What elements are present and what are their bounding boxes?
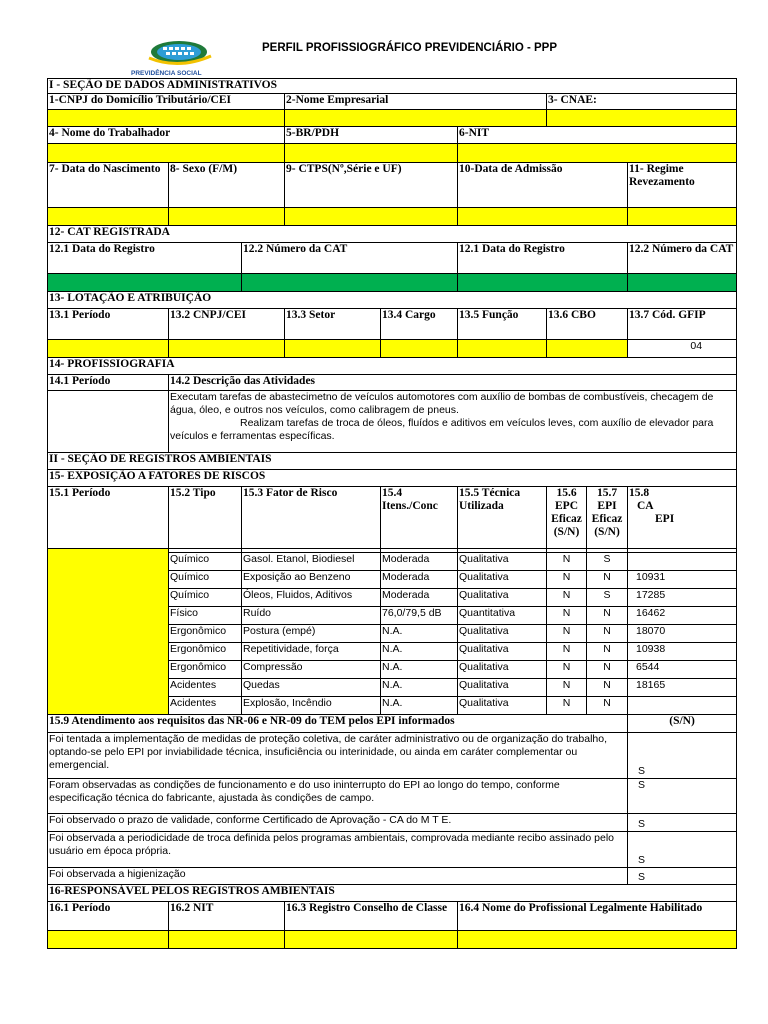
lotacao-gfip-value[interactable]: 04 xyxy=(628,340,737,358)
field-br-pdh-input[interactable] xyxy=(285,144,458,163)
field-regime-label: 11- Regime Revezamento xyxy=(628,163,737,208)
exposicao-fator-label: 15.3 Fator de Risco xyxy=(242,487,381,549)
lotacao-cnpj-input[interactable] xyxy=(169,340,285,358)
field-nome-empresarial-input[interactable] xyxy=(285,110,547,127)
field-admissao-label: 10-Data de Admissão xyxy=(458,163,628,208)
risk-row: Químico Exposição ao Benzeno Moderada Qualitativa N N 10931 xyxy=(48,571,737,589)
responsavel-conselho-input[interactable] xyxy=(285,931,458,949)
exposicao-ca-label: 15.8 CA EPI xyxy=(628,487,737,549)
document-title: PERFIL PROFISSIOGRÁFICO PREVIDENCIÁRIO - PPP xyxy=(262,42,557,54)
exposicao-epc-label: 15.6 EPC Eficaz (S/N) xyxy=(547,487,587,549)
field-cnpj-input[interactable] xyxy=(48,110,285,127)
requisito-value[interactable]: S xyxy=(628,814,737,832)
requisito-row: Foi observado o prazo de validade, conforme Certificado de Aprovação - CA do M T E. S xyxy=(48,814,737,832)
field-nascimento-label: 7- Data do Nascimento xyxy=(48,163,169,208)
requisito-value[interactable]: S xyxy=(628,832,737,868)
requisito-value[interactable]: S xyxy=(628,779,737,814)
responsavel-title: 16-RESPONSÁVEL PELOS REGISTROS AMBIENTAIS xyxy=(48,885,737,902)
risk-row: Ergonômico Repetitividade, força N.A. Qualitativa N N 10938 xyxy=(48,643,737,661)
cat-data-registro-input[interactable] xyxy=(48,274,242,292)
field-cnpj-label: 1-CNPJ do Domicílio Tributário/CEI xyxy=(48,94,285,110)
field-nit-label: 6-NIT xyxy=(458,127,737,144)
lotacao-cbo-label: 13.6 CBO xyxy=(547,309,628,340)
field-ctps-label: 9- CTPS(Nº,Série e UF) xyxy=(285,163,458,208)
responsavel-nit-label: 16.2 NIT xyxy=(169,902,285,931)
lotacao-setor-label: 13.3 Setor xyxy=(285,309,381,340)
field-nit-input[interactable] xyxy=(458,144,737,163)
field-regime-input[interactable] xyxy=(628,208,737,226)
lotacao-title: 13- LOTAÇÃO E ATRIBUIÇÃO xyxy=(48,292,737,309)
field-cnae-input[interactable] xyxy=(547,110,737,127)
lotacao-periodo-input[interactable] xyxy=(48,340,169,358)
requisito-row: Foi observada a higienização S xyxy=(48,868,737,885)
requisitos-title: 15.9 Atendimento aos requisitos das NR-06 e NR-09 do TEM pelos EPI informados xyxy=(48,715,628,733)
cat-data-registro-2-label: 12.1 Data do Registro xyxy=(458,243,628,274)
requisito-row: Foram observadas as condições de funcionamento e do uso ininterrupto do EPI ao longo do tempo, conforme especificação técnica do fabricante, ajustada às condições de campo. S xyxy=(48,779,737,814)
requisito-value[interactable]: S xyxy=(628,868,737,885)
lotacao-funcao-label: 13.5 Função xyxy=(458,309,547,340)
profissiografia-descricao-text xyxy=(169,391,737,453)
exposicao-epi-label: 15.7 EPI Eficaz (S/N) xyxy=(587,487,628,549)
exposicao-title: 15- EXPOSIÇÃO A FATORES DE RISCOS xyxy=(48,470,737,487)
field-trabalhador-input[interactable] xyxy=(48,144,285,163)
field-sexo-input[interactable] xyxy=(169,208,285,226)
cat-numero-2-label: 12.2 Número da CAT xyxy=(628,243,737,274)
responsavel-periodo-label: 16.1 Período xyxy=(48,902,169,931)
exposicao-periodo-label: 15.1 Período xyxy=(48,487,169,549)
requisito-row: Foi observada a periodicidade de troca definida pelos programas ambientais, comprovada mediante recibo assinado pelo usuário em época própria. S xyxy=(48,832,737,868)
field-cnae-label: 3- CNAE: xyxy=(547,94,737,110)
lotacao-gfip-label: 13.7 Cód. GFIP xyxy=(628,309,737,340)
lotacao-setor-input[interactable] xyxy=(285,340,381,358)
requisito-value[interactable]: S xyxy=(628,733,737,779)
field-nascimento-input[interactable] xyxy=(48,208,169,226)
risk-row: Físico Ruído 76,0/79,5 dB Quantitativa N N 16462 xyxy=(48,607,737,625)
lotacao-cnpj-label: 13.2 CNPJ/CEI xyxy=(169,309,285,340)
lotacao-cargo-label: 13.4 Cargo xyxy=(381,309,458,340)
risk-row: Ergonômico Postura (empé) N.A. Qualitativa N N 18070 xyxy=(48,625,737,643)
responsavel-nome-input[interactable] xyxy=(458,931,737,949)
cat-data-registro-label: 12.1 Data do Registro xyxy=(48,243,242,274)
risk-row: Químico Óleos, Fluidos, Aditivos Moderada Qualitativa N S 17285 xyxy=(48,589,737,607)
field-br-pdh-label: 5-BR/PDH xyxy=(285,127,458,144)
lotacao-periodo-label: 13.1 Período xyxy=(48,309,169,340)
field-trabalhador-label: 4- Nome do Trabalhador xyxy=(48,127,285,144)
lotacao-cargo-input[interactable] xyxy=(381,340,458,358)
descricao-paragraph-2: Realizam tarefas de troca de óleos, fluídos e aditivos em veículos leves, com auxílio de elevador para veículos e ferramentas específicas. xyxy=(170,417,714,442)
responsavel-nit-input[interactable] xyxy=(169,931,285,949)
cat-data-registro-2-input[interactable] xyxy=(458,274,628,292)
profissiografia-title: 14- PROFISSIOGRAFIA xyxy=(48,358,737,375)
exposicao-tipo-label: 15.2 Tipo xyxy=(169,487,242,549)
field-sexo-label: 8- Sexo (F/M) xyxy=(169,163,285,208)
cat-title: 12- CAT REGISTRADA xyxy=(48,226,737,243)
exposicao-tecnica-label: 15.5 Técnica Utilizada xyxy=(458,487,547,549)
risk-row: Acidentes Quedas N.A. Qualitativa N N 18165 xyxy=(48,679,737,697)
lotacao-cbo-input[interactable] xyxy=(547,340,628,358)
section-2-title: II - SEÇÃO DE REGISTROS AMBIENTAIS xyxy=(48,453,737,470)
requisito-row: Foi tentada a implementação de medidas de proteção coletiva, de caráter administrativo ou de organização do trabalho, optando-se pelo EPI por inviabilidade técnica, insuficiência ou interinidade, ou ainda em caráter complementar ou emergencial. S xyxy=(48,733,737,779)
ppp-form xyxy=(47,78,737,949)
exposicao-periodo-input[interactable] xyxy=(48,549,169,715)
responsavel-periodo-input[interactable] xyxy=(48,931,169,949)
cat-numero-label: 12.2 Número da CAT xyxy=(242,243,458,274)
lotacao-funcao-input[interactable] xyxy=(458,340,547,358)
responsavel-nome-label: 16.4 Nome do Profissional Legalmente Habilitado xyxy=(458,902,737,931)
risk-row: Químico Gasol. Etanol, Biodiesel Moderada Qualitativa N S xyxy=(48,553,737,571)
field-nome-empresarial-label: 2-Nome Empresarial xyxy=(285,94,547,110)
profissiografia-periodo-input[interactable] xyxy=(48,391,169,453)
exposicao-conc-label: 15.4 Itens./Conc xyxy=(381,487,458,549)
previdencia-social-logo xyxy=(127,40,239,78)
cat-numero-2-input[interactable] xyxy=(628,274,737,292)
profissiografia-periodo-label: 14.1 Período xyxy=(48,375,169,391)
responsavel-conselho-label: 16.3 Registro Conselho de Classe xyxy=(285,902,458,931)
cat-numero-input[interactable] xyxy=(242,274,458,292)
risk-row: Ergonômico Compressão N.A. Qualitativa N N 6544 xyxy=(48,661,737,679)
descricao-paragraph-1: Executam tarefas de abastecimetno de veículos automotores com auxílio de bombas de combustíveis, checagem de água, óleo, e outros nos veículos, como calibragem de pneus. xyxy=(170,391,714,416)
svg-text:PREVIDÊNCIA SOCIAL: PREVIDÊNCIA SOCIAL xyxy=(131,70,202,77)
profissiografia-descricao-label: 14.2 Descrição das Atividades xyxy=(169,375,737,391)
risk-row: Acidentes Explosão, Incêndio N.A. Qualitativa N N xyxy=(48,697,737,715)
section-1-title: I - SEÇÃO DE DADOS ADMINISTRATIVOS xyxy=(48,79,737,94)
field-ctps-input[interactable] xyxy=(285,208,458,226)
requisitos-sn-label: (S/N) xyxy=(628,715,737,733)
field-admissao-input[interactable] xyxy=(458,208,628,226)
